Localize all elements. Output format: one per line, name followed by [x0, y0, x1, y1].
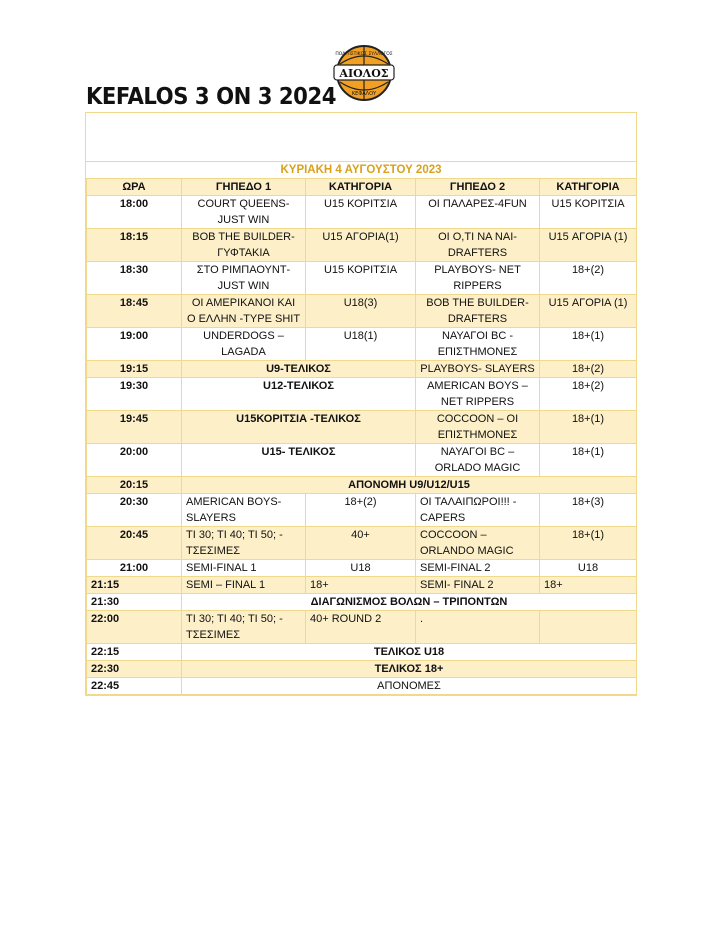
logo-top-text: ΠΟΛΙΤΙΣΤΙΚΟΣ ΣΥΛΛΟΓΟΣ — [335, 52, 393, 57]
time-cell: 18:45 — [87, 295, 182, 328]
court2-match-cell: BOB THE BUILDER- DRAFTERS — [416, 295, 540, 328]
court1-category-cell: 40+ — [306, 527, 416, 560]
court1-match-cell: COURT QUEENS- JUST WIN — [182, 196, 306, 229]
court2-category-cell: 18+(1) — [540, 527, 637, 560]
event-cell: ΤΕΛΙΚΟΣ 18+ — [182, 661, 637, 678]
col-header-court1: ΓΗΠΕΔΟ 1 — [182, 179, 306, 196]
table-row — [87, 262, 637, 295]
col-header-category1: ΚΑΤΗΓΟΡΙΑ — [306, 179, 416, 196]
time-cell: 22:15 — [87, 644, 182, 661]
court1-category-cell: 40+ ROUND 2 — [306, 611, 416, 644]
court2-category-cell — [540, 611, 637, 644]
court2-match-cell: SEMI- FINAL 2 — [416, 577, 540, 594]
table-row — [87, 494, 637, 527]
court2-category-cell: 18+(1) — [540, 444, 637, 477]
table-row — [87, 678, 637, 695]
table-row — [87, 196, 637, 229]
time-cell: 19:30 — [87, 378, 182, 411]
club-logo — [330, 44, 398, 102]
court2-category-cell: U18 — [540, 560, 637, 577]
logo-bottom-text: ΚΕΦΑΛΟΥ — [351, 91, 377, 97]
time-cell: 22:45 — [87, 678, 182, 695]
court1-match-cell: ΣΤΟ ΡΙΜΠΑΟΥΝΤ- JUST WIN — [182, 262, 306, 295]
table-row — [87, 361, 637, 378]
court2-category-cell: 18+(2) — [540, 361, 637, 378]
court1-match-cell: AMERICAN BOYS- SLAYERS — [182, 494, 306, 527]
court2-match-cell: . — [416, 611, 540, 644]
time-cell: 20:45 — [87, 527, 182, 560]
time-cell: 19:15 — [87, 361, 182, 378]
table-header-row — [87, 179, 637, 196]
court1-match-cell: ΤΙ 30; ΤΙ 40; ΤΙ 50; - ΤΣΕΣΙΜΕΣ — [182, 611, 306, 644]
court1-match-cell: UNDERDOGS – LAGADA — [182, 328, 306, 361]
time-cell: 18:15 — [87, 229, 182, 262]
court2-match-cell: COCCOON – ORLANDO MAGIC — [416, 527, 540, 560]
table-row — [87, 560, 637, 577]
court2-match-cell: ΟΙ ΠΑΛΑΡΕΣ-4FUN — [416, 196, 540, 229]
court1-match-cell: BOB THE BUILDER- ΓΥΦΤΑΚΙΑ — [182, 229, 306, 262]
table-row — [87, 295, 637, 328]
court1-final-cell: U15- ΤΕΛΙΚΟΣ — [182, 444, 416, 477]
table-row — [87, 661, 637, 678]
schedule-sheet — [85, 112, 637, 696]
court1-category-cell: U15 ΚΟΡΙΤΣΙΑ — [306, 196, 416, 229]
court1-match-cell: ΤΙ 30; ΤΙ 40; ΤΙ 50; - ΤΣΕΣΙΜΕΣ — [182, 527, 306, 560]
time-cell: 21:15 — [87, 577, 182, 594]
table-row — [87, 411, 637, 444]
court2-category-cell: U15 ΑΓΟΡΙΑ (1) — [540, 295, 637, 328]
court2-category-cell: 18+(3) — [540, 494, 637, 527]
table-row — [87, 477, 637, 494]
court2-match-cell: COCCOON – ΟΙ ΕΠΙΣΤΗΜΟΝΕΣ — [416, 411, 540, 444]
time-cell: 18:30 — [87, 262, 182, 295]
court1-category-cell: U18(1) — [306, 328, 416, 361]
court1-category-cell: 18+ — [306, 577, 416, 594]
table-row — [87, 611, 637, 644]
schedule-table — [86, 178, 637, 695]
court2-category-cell: 18+(2) — [540, 262, 637, 295]
court2-category-cell: 18+ — [540, 577, 637, 594]
court2-match-cell: SEMI-FINAL 2 — [416, 560, 540, 577]
time-cell: 19:45 — [87, 411, 182, 444]
page-title: KEFALOS 3 ON 3 2024 — [86, 84, 336, 110]
court2-match-cell: AMERICAN BOYS – NET RIPPERS — [416, 378, 540, 411]
time-cell: 20:00 — [87, 444, 182, 477]
col-header-category2: ΚΑΤΗΓΟΡΙΑ — [540, 179, 637, 196]
header-blank-row — [86, 113, 636, 162]
table-row — [87, 644, 637, 661]
court1-category-cell: U18 — [306, 560, 416, 577]
court2-category-cell: U15 ΑΓΟΡΙΑ (1) — [540, 229, 637, 262]
court1-match-cell: SEMI-FINAL 1 — [182, 560, 306, 577]
time-cell: 22:30 — [87, 661, 182, 678]
event-cell: ΑΠΟΝΟΜΗ U9/U12/U15 — [182, 477, 637, 494]
event-cell: ΑΠΟΝΟΜΕΣ — [182, 678, 637, 695]
col-header-time: ΩΡΑ — [87, 179, 182, 196]
time-cell: 20:30 — [87, 494, 182, 527]
court2-category-cell: 18+(1) — [540, 328, 637, 361]
court2-match-cell: ΝΑΥΑΓΟΙ BC - ΕΠΙΣΤΗΜΟΝΕΣ — [416, 328, 540, 361]
court1-category-cell: U18(3) — [306, 295, 416, 328]
court1-final-cell: U9-ΤΕΛΙΚΟΣ — [182, 361, 416, 378]
event-cell: ΔΙΑΓΩΝΙΣΜΟΣ ΒΟΛΩΝ – ΤΡΙΠΟΝΤΩΝ — [182, 594, 637, 611]
court1-final-cell: U15ΚΟΡΙΤΣΙΑ -ΤΕΛΙΚΟΣ — [182, 411, 416, 444]
court2-match-cell: ΝΑΥΑΓΟΙ BC – ORLADO MAGIC — [416, 444, 540, 477]
table-row — [87, 527, 637, 560]
date-heading: ΚΥΡΙΑΚΗ 4 ΑΥΓΟΥΣΤΟΥ 2023 — [280, 164, 442, 176]
time-cell: 21:30 — [87, 594, 182, 611]
table-row — [87, 444, 637, 477]
table-row — [87, 594, 637, 611]
court2-match-cell: ΟΙ Ο,ΤΙ ΝΑ ΝΑΙ- DRAFTERS — [416, 229, 540, 262]
court2-category-cell: 18+(1) — [540, 411, 637, 444]
court1-match-cell: ΟΙ ΑΜΕΡΙΚΑΝΟΙ ΚΑΙ Ο ΕΛΛΗΝ -TYPE SHIT — [182, 295, 306, 328]
time-cell: 18:00 — [87, 196, 182, 229]
court2-match-cell: PLAYBOYS- NET RIPPERS — [416, 262, 540, 295]
court1-category-cell: 18+(2) — [306, 494, 416, 527]
court2-match-cell: PLAYBOYS- SLAYERS — [416, 361, 540, 378]
court2-match-cell: ΟΙ ΤΑΛΑΙΠΩΡΟΙ!!! - CAPERS — [416, 494, 540, 527]
court1-final-cell: U12-ΤΕΛΙΚΟΣ — [182, 378, 416, 411]
time-cell: 19:00 — [87, 328, 182, 361]
court2-category-cell: 18+(2) — [540, 378, 637, 411]
col-header-court2: ΓΗΠΕΔΟ 2 — [416, 179, 540, 196]
event-cell: ΤΕΛΙΚΟΣ U18 — [182, 644, 637, 661]
table-row — [87, 577, 637, 594]
court1-match-cell: SEMI – FINAL 1 — [182, 577, 306, 594]
time-cell: 20:15 — [87, 477, 182, 494]
logo-main-text: ΑΙΟΛΟΣ — [339, 67, 389, 80]
time-cell: 22:00 — [87, 611, 182, 644]
court1-category-cell: U15 ΑΓΟΡΙΑ(1) — [306, 229, 416, 262]
table-row — [87, 378, 637, 411]
time-cell: 21:00 — [87, 560, 182, 577]
table-row — [87, 328, 637, 361]
court1-category-cell: U15 ΚΟΡΙΤΣΙΑ — [306, 262, 416, 295]
court2-category-cell: U15 ΚΟΡΙΤΣΙΑ — [540, 196, 637, 229]
table-row — [87, 229, 637, 262]
